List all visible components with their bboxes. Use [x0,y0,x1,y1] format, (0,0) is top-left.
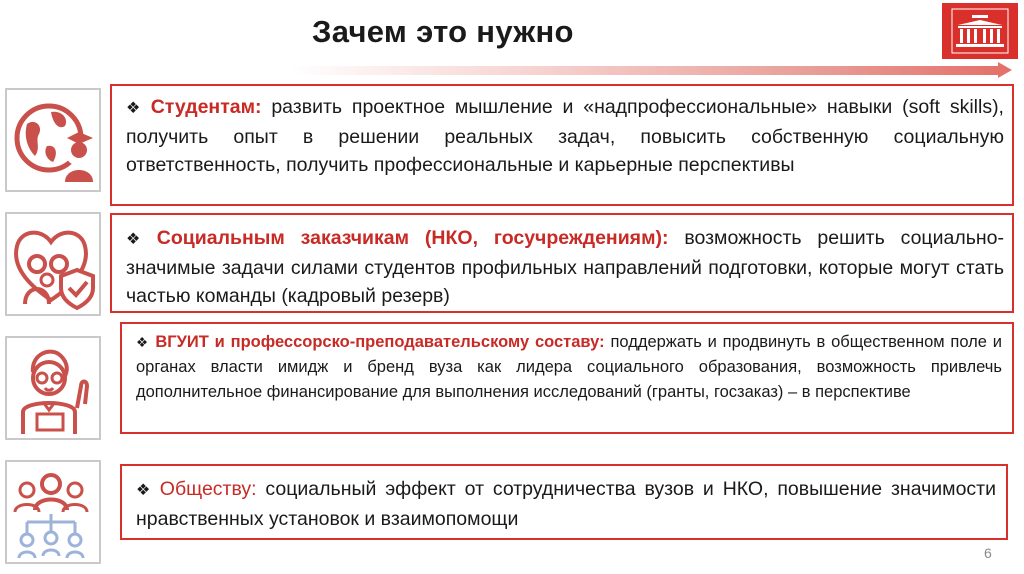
title-underline [290,66,1002,75]
social-customers-label: Социальным заказчикам (НКО, госучреждениям): [156,227,669,249]
university-staff-label: ВГУИТ и профессорско-преподавательскому составу: [155,333,605,351]
students-benefit-text [126,93,1004,179]
students-label: Студентам: [150,96,262,118]
page-title: Зачем это нужно [312,14,574,49]
university-staff-text: поддержать и продвинуть в общественном поле и органах власти имидж и бренд вуза как лидера социального образования, возможность привлечь дополнительное финансирование для выполнения исследований (гранты, госзаказ) – в перспективе [136,333,1003,401]
teacher-icon [5,336,101,440]
community-network-icon [5,460,101,564]
diamond-bullet-icon: ❖ [126,231,151,248]
diamond-bullet-icon: ❖ [136,482,154,499]
social-customers-text: возможность решить социально-значимые задачи силами студентов профильных направлений подготовки, которые могут стать частью команды (кадровый резерв) [126,227,1004,307]
family-heart-shield-icon [5,212,101,316]
students-text: развить проектное мышление и «надпрофессиональные» навыки (soft skills), получить опыт в решении реальных задач, повысить собственную социальную ответственность, получить профессиональные и карьерные перспективы [126,96,1004,176]
university-staff-benefit-text [136,330,1002,405]
diamond-bullet-icon: ❖ [136,335,150,350]
society-label: Обществу: [159,478,257,500]
society-benefit-card [120,464,1008,540]
social-customers-benefit-card [110,213,1014,313]
page-number: 6 [984,545,992,561]
title-arrow-icon [998,62,1012,78]
society-text: социальный эффект от сотрудничества вузов и НКО, повышение значимости нравственных установок и взаимопомощи [136,478,996,530]
students-benefit-card [110,84,1014,206]
university-logo [942,3,1018,59]
society-benefit-text [136,475,996,533]
diamond-bullet-icon: ❖ [126,100,145,117]
globe-student-icon [5,88,101,192]
social-customers-benefit-text [126,224,1004,310]
university-staff-benefit-card [120,322,1014,434]
